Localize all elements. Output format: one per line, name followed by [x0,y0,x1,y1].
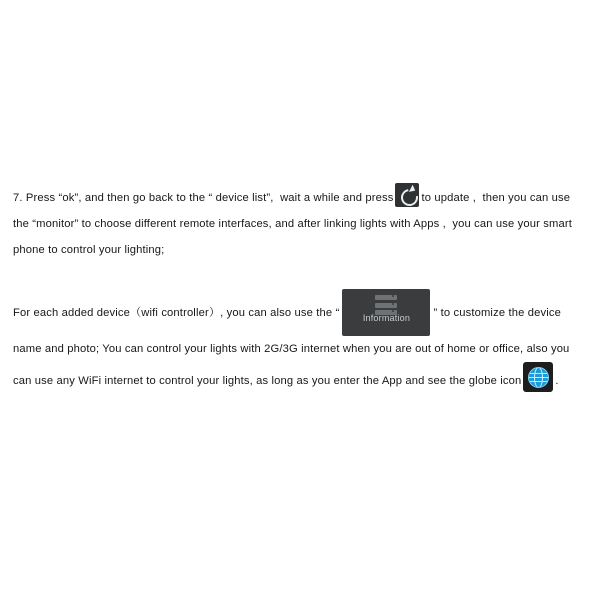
information-icon-dot [392,295,394,297]
paragraph-step-7 [13,183,587,263]
document-body [13,172,587,405]
paragraph-added-device [13,289,587,394]
globe-icon-latitude [530,381,547,382]
paragraph-text-part: . [555,375,559,388]
globe-icon-sphere [528,367,549,388]
globe-icon-latitude [530,373,547,374]
paragraph-text-part: ” to customize the device name and photo; You can control your lights with 2G/3G internet when you are out of home or office, also you can use any WiFi internet to control your lights, as long as you enter the App and see the globe icon [13,307,573,388]
refresh-icon[interactable] [395,183,419,207]
paragraph-text-part: 7. Press “ok”, and then go back to the “ device list”, wait a while and press [13,192,394,205]
paragraph-text-part: For each added device（wifi controller）, you can also use the “ [13,307,340,320]
globe-icon[interactable] [523,362,553,392]
information-icon-bar [375,295,397,300]
information-icon-label: Information [362,313,411,324]
information-icon[interactable] [342,289,430,336]
paragraph-text-part: to update , then you can use the “monitor” to choose different remote interfaces, and after linking lights with Apps , you can use your smart phone to control your lighting; [13,192,576,257]
